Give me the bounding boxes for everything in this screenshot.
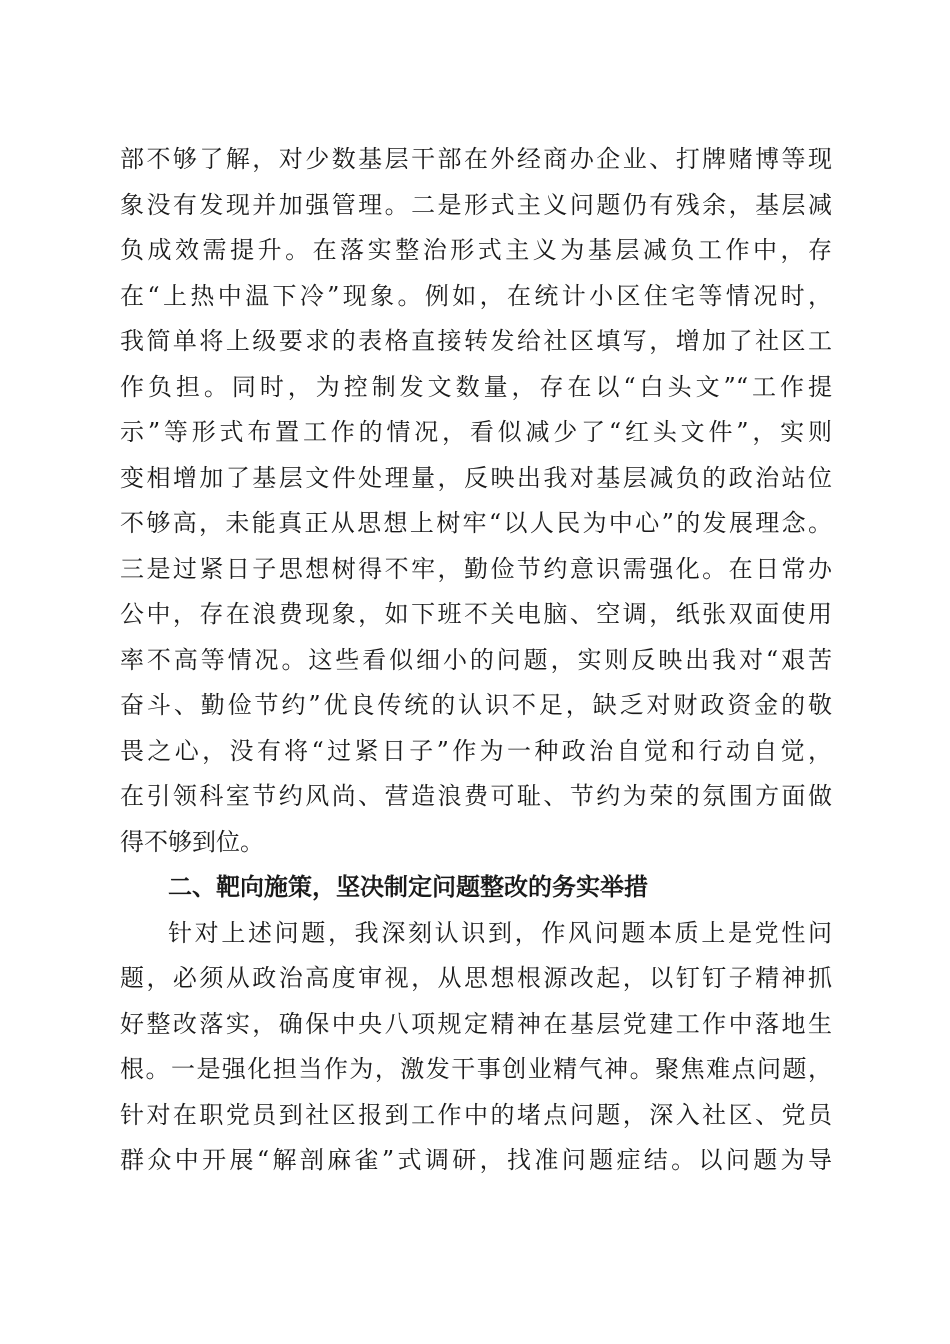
text-line: 示”等形式布置工作的情况，看似减少了“红头文件”，实则 <box>120 418 832 446</box>
text-line: 得不够到位。 <box>120 827 264 856</box>
text-line: 部不够了解，对少数基层干部在外经商办企业、打牌赌博等现 <box>120 145 832 173</box>
text-line: 三是过紧日子思想树得不牢，勤俭节约意识需强化。在日常办 <box>120 554 832 583</box>
text-line: 奋斗、勤俭节约”优良传统的认识不足，缺乏对财政资金的敬 <box>120 691 832 719</box>
text-line: 负成效需提升。在落实整治形式主义为基层减负工作中，存 <box>120 236 832 264</box>
text-line: 作负担。同时，为控制发文数量，存在以“白头文”“工作提 <box>120 372 832 401</box>
text-line: 公中，存在浪费现象，如下班不关电脑、空调，纸张双面使用 <box>120 600 832 628</box>
text-line: 我简单将上级要求的表格直接转发给社区填写，增加了社区工 <box>120 327 832 355</box>
paragraph <box>120 137 832 865</box>
text-line: 畏之心，没有将“过紧日子”作为一种政治自觉和行动自觉， <box>120 736 832 765</box>
text-line: 象没有发现并加强管理。二是形式主义问题仍有残余，基层减 <box>120 190 832 219</box>
text-line: 针对上述问题，我深刻认识到，作风问题本质上是党性问 <box>168 918 832 947</box>
text-line: 率不高等情况。这些看似细小的问题，实则反映出我对“艰苦 <box>120 645 832 674</box>
text-line: 在引领科室节约风尚、营造浪费可耻、节约为荣的氛围方面做 <box>120 782 832 810</box>
text-line: 不够高，未能真正从思想上树牢“以人民为中心”的发展理念。 <box>120 509 832 537</box>
section-heading: 二、靶向施策，坚决制定问题整改的务实举措 <box>168 873 648 901</box>
text-line: 在“上热中温下冷”现象。例如，在统计小区住宅等情况时， <box>120 281 832 310</box>
text-line: 针对在职党员到社区报到工作中的堵点问题，深入社区、党员 <box>120 1100 832 1129</box>
document-body <box>120 137 832 1184</box>
text-line: 变相增加了基层文件处理量，反映出我对基层减负的政治站位 <box>120 463 832 492</box>
text-line: 好整改落实，确保中央八项规定精神在基层党建工作中落地生 <box>120 1009 832 1038</box>
text-line: 题，必须从政治高度审视，从思想根源改起，以钉钉子精神抓 <box>120 964 832 992</box>
paragraph <box>120 911 832 1184</box>
text-line: 群众中开展“解剖麻雀”式调研，找准问题症结。以问题为导 <box>120 1146 832 1174</box>
text-line: 根。一是强化担当作为，激发干事创业精气神。聚焦难点问题， <box>120 1055 832 1083</box>
